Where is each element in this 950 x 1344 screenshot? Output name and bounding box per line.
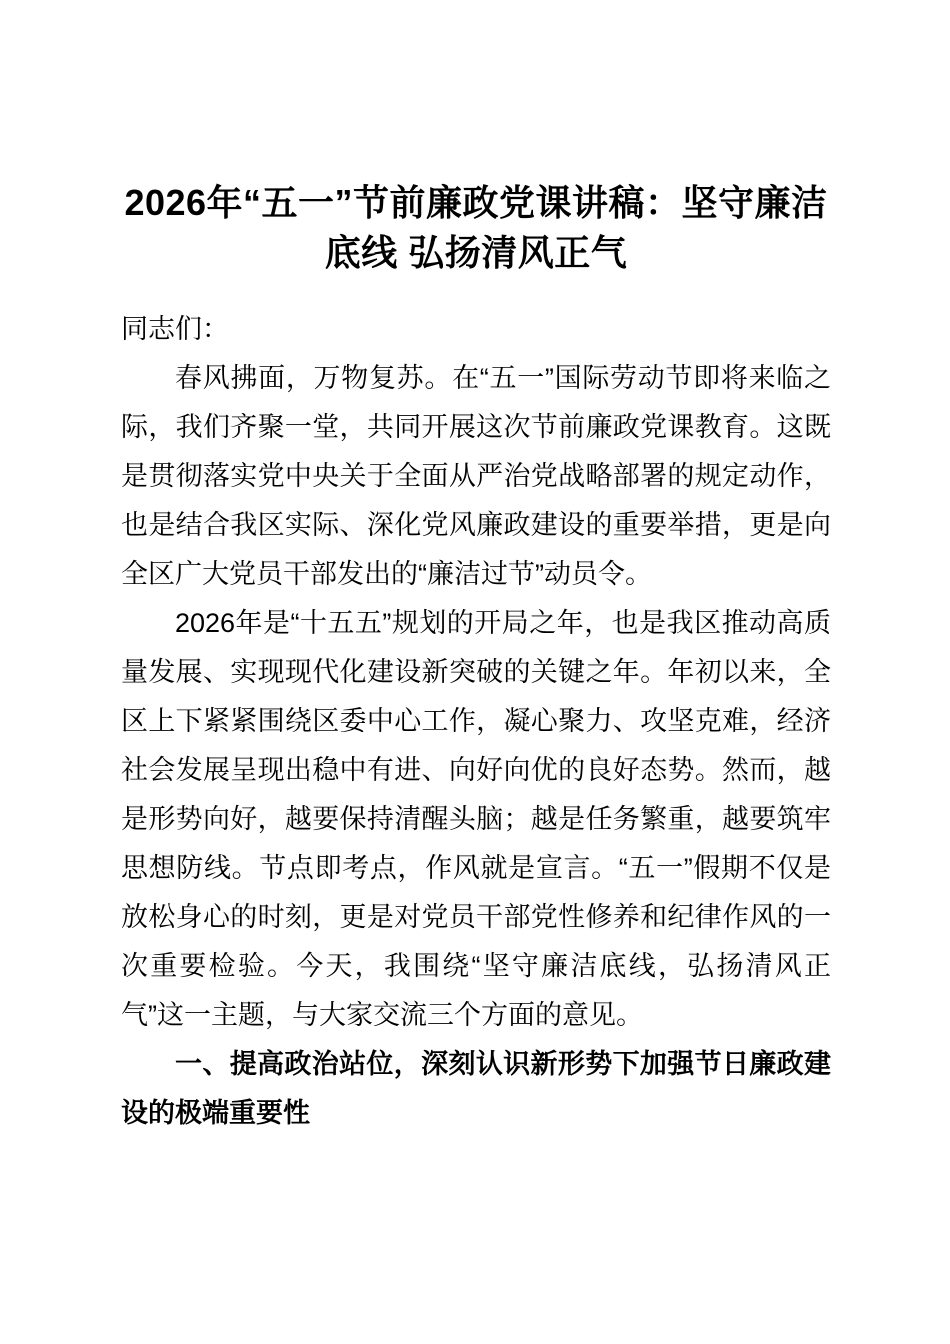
paragraph-2: 2026年是“十五五”规划的开局之年，也是我区推动高质量发展、实现现代化建设新突破的关键之年。年初以来，全区上下紧紧围绕区委中心工作，凝心聚力、攻坚克难，经济社会发展呈现出稳中有进、向好向优的良好态势。然而，越是形势向好，越要保持清醒头脑；越是任务繁重，越要筑牢思想防线。节点即考点，作风就是宣言。“五一”假期不仅是放松身心的时刻，更是对党员干部党性修养和纪律作风的一次重要检验。今天，我围绕“坚守廉洁底线，弘扬清风正气”这一主题，与大家交流三个方面的意见。 — [121, 608, 831, 1030]
paragraph-1: 春风拂面，万物复苏。在“五一”国际劳动节即将来临之际，我们齐聚一堂，共同开展这次节前廉政党课教育。这既是贯彻落实党中央关于全面从严治党战略部署的规定动作，也是结合我区实际、深化党风廉政建设的重要举措，更是向全区广大党员干部发出的“廉洁过节”动员令。 — [121, 363, 831, 589]
section-heading-1: 一、提高政治站位，深刻认识新形势下加强节日廉政建设的极端重要性 — [121, 1049, 831, 1128]
document-body — [121, 305, 831, 1138]
salutation: 同志们： — [121, 314, 229, 344]
document-title: 2026年“五一”节前廉政党课讲稿：坚守廉洁底线 弘扬清风正气 — [124, 182, 828, 273]
